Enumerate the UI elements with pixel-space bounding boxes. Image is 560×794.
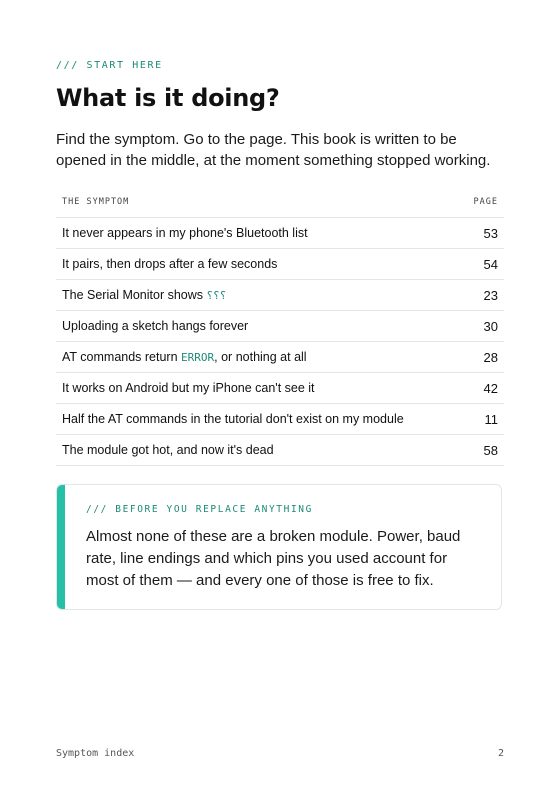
page-cell: 54 bbox=[462, 249, 504, 280]
symptom-text-after: , or nothing at all bbox=[214, 350, 307, 364]
page-title: What is it doing? bbox=[56, 84, 280, 112]
table-row bbox=[56, 373, 504, 404]
table-row bbox=[56, 280, 504, 311]
page-footer bbox=[56, 748, 504, 759]
page-cell: 58 bbox=[462, 435, 504, 466]
symptom-cell: It pairs, then drops after a few seconds bbox=[56, 249, 462, 280]
callout-tag: /// BEFORE YOU REPLACE ANYTHING bbox=[86, 504, 313, 515]
garbled-output-code: ⸮⸮⸮ bbox=[206, 289, 227, 302]
page-cell: 11 bbox=[462, 404, 504, 435]
page-cell: 23 bbox=[462, 280, 504, 311]
page-cell: 30 bbox=[462, 311, 504, 342]
symptom-text: AT commands return bbox=[62, 350, 182, 364]
table-row bbox=[56, 435, 504, 466]
symptom-text: The Serial Monitor shows bbox=[62, 288, 207, 302]
table-row bbox=[56, 249, 504, 280]
table-row bbox=[56, 404, 504, 435]
symptom-cell: Half the AT commands in the tutorial don't exist on my module bbox=[56, 404, 462, 435]
section-eyebrow: /// START HERE bbox=[56, 60, 163, 71]
intro-paragraph: Find the symptom. Go to the page. This book is written to be opened in the middle, at the moment something stopped working. bbox=[56, 131, 491, 169]
footer-label: Symptom index bbox=[56, 748, 135, 759]
symptom-cell: It never appears in my phone's Bluetooth list bbox=[56, 218, 462, 249]
symptom-cell bbox=[56, 280, 462, 311]
callout-body: Almost none of these are a broken module. Power, baud rate, line endings and which pins you used account for most of them — and every one of those is free to fix. bbox=[86, 528, 461, 589]
callout-accent-bar bbox=[57, 485, 65, 609]
page-number: 2 bbox=[497, 748, 504, 759]
table-header-row bbox=[56, 186, 504, 218]
symptom-cell: Uploading a sketch hangs forever bbox=[56, 311, 462, 342]
page-column-header: PAGE bbox=[462, 186, 504, 218]
callout-box bbox=[56, 484, 502, 610]
symptom-cell: It works on Android but my iPhone can't see it bbox=[56, 373, 462, 404]
symptom-cell bbox=[56, 342, 462, 373]
error-code: ERROR bbox=[181, 351, 215, 364]
page-cell: 53 bbox=[462, 218, 504, 249]
table-row bbox=[56, 311, 504, 342]
page-cell: 28 bbox=[462, 342, 504, 373]
symptom-cell: The module got hot, and now it's dead bbox=[56, 435, 462, 466]
symptom-index-table bbox=[56, 186, 504, 466]
table-row bbox=[56, 342, 504, 373]
table-row bbox=[56, 218, 504, 249]
symptom-column-header: THE SYMPTOM bbox=[56, 186, 462, 218]
page-cell: 42 bbox=[462, 373, 504, 404]
